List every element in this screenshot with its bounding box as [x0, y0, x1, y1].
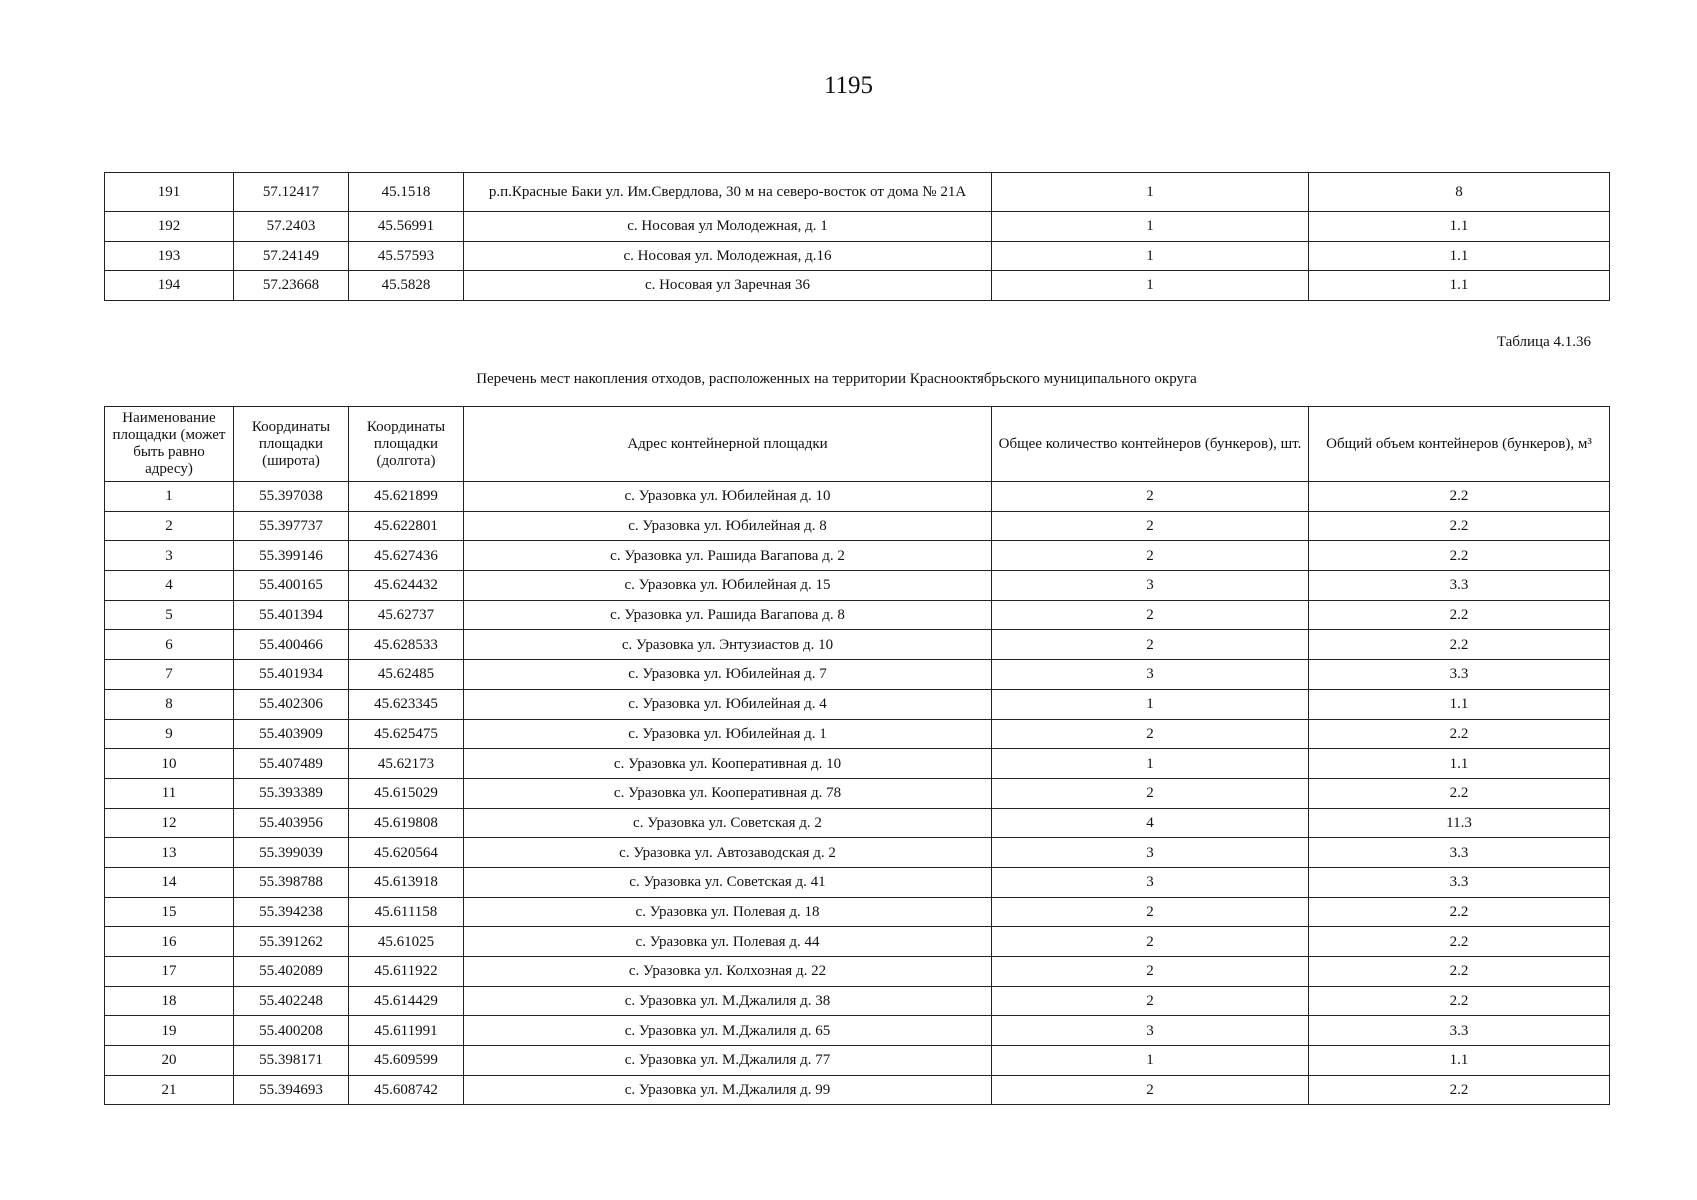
cell-site-number: 21 — [105, 1075, 234, 1105]
table-row — [105, 986, 1610, 1016]
table-row — [105, 897, 1610, 927]
cell-site-number: 1 — [105, 482, 234, 512]
header-longitude: Координаты площадки (долгота) — [349, 407, 464, 482]
cell-container-count: 1 — [992, 689, 1309, 719]
table-row — [105, 808, 1610, 838]
cell-container-volume: 2.2 — [1309, 927, 1610, 957]
table-row — [105, 271, 1610, 301]
page-number: 1195 — [823, 72, 874, 99]
cell-latitude: 55.391262 — [234, 927, 349, 957]
cell-longitude: 45.624432 — [349, 571, 464, 601]
cell-container-volume: 2.2 — [1309, 1075, 1610, 1105]
table-number-label: Таблица 4.1.36 — [1496, 334, 1591, 350]
header-container-volume: Общий объем контейнеров (бункеров), м³ — [1309, 407, 1610, 482]
cell-container-count: 2 — [992, 630, 1309, 660]
table-row — [105, 1075, 1610, 1105]
cell-container-count: 2 — [992, 927, 1309, 957]
header-latitude: Координаты площадки (широта) — [234, 407, 349, 482]
cell-container-count: 2 — [992, 600, 1309, 630]
cell-container-volume: 3.3 — [1309, 1016, 1610, 1046]
cell-address: с. Уразовка ул. Кооперативная д. 78 — [464, 778, 992, 808]
table-caption: Перечень мест накопления отходов, расположенных на территории Краснооктябрьского муниципального округа — [476, 371, 1197, 387]
cell-site-number: 3 — [105, 541, 234, 571]
cell-longitude: 45.1518 — [349, 173, 464, 212]
cell-container-volume: 1.1 — [1309, 749, 1610, 779]
cell-latitude: 55.402248 — [234, 986, 349, 1016]
cell-site-number: 15 — [105, 897, 234, 927]
cell-longitude: 45.619808 — [349, 808, 464, 838]
cell-container-volume: 2.2 — [1309, 719, 1610, 749]
table-row — [105, 1046, 1610, 1076]
cell-site-number: 194 — [105, 271, 234, 301]
cell-latitude: 57.23668 — [234, 271, 349, 301]
cell-longitude: 45.62737 — [349, 600, 464, 630]
table-row — [105, 719, 1610, 749]
cell-address: с. Носовая ул Молодежная, д. 1 — [464, 212, 992, 242]
table-row — [105, 173, 1610, 212]
cell-site-number: 16 — [105, 927, 234, 957]
table-row — [105, 778, 1610, 808]
cell-container-volume: 3.3 — [1309, 571, 1610, 601]
cell-longitude: 45.61025 — [349, 927, 464, 957]
cell-address: с. Уразовка ул. Рашида Вагапова д. 2 — [464, 541, 992, 571]
cell-container-volume: 1.1 — [1309, 241, 1610, 271]
cell-container-count: 2 — [992, 541, 1309, 571]
cell-address: с. Уразовка ул. Полевая д. 44 — [464, 927, 992, 957]
cell-latitude: 55.394693 — [234, 1075, 349, 1105]
cell-container-volume: 3.3 — [1309, 838, 1610, 868]
cell-address: с. Носовая ул. Молодежная, д.16 — [464, 241, 992, 271]
cell-container-count: 4 — [992, 808, 1309, 838]
cell-site-number: 19 — [105, 1016, 234, 1046]
cell-site-number: 7 — [105, 660, 234, 690]
cell-address: с. Уразовка ул. Советская д. 41 — [464, 867, 992, 897]
cell-longitude: 45.56991 — [349, 212, 464, 242]
table-row — [105, 511, 1610, 541]
cell-address: с. Уразовка ул. М.Джалиля д. 38 — [464, 986, 992, 1016]
table-row — [105, 689, 1610, 719]
cell-container-count: 2 — [992, 986, 1309, 1016]
table-row — [105, 600, 1610, 630]
cell-address: с. Уразовка ул. Юбилейная д. 15 — [464, 571, 992, 601]
cell-latitude: 55.398788 — [234, 867, 349, 897]
cell-latitude: 55.393389 — [234, 778, 349, 808]
table-row — [105, 927, 1610, 957]
cell-address: с. Уразовка ул. М.Джалиля д. 65 — [464, 1016, 992, 1046]
cell-address: с. Уразовка ул. М.Джалиля д. 99 — [464, 1075, 992, 1105]
cell-latitude: 55.398171 — [234, 1046, 349, 1076]
cell-longitude: 45.611991 — [349, 1016, 464, 1046]
cell-container-volume: 2.2 — [1309, 541, 1610, 571]
cell-address: с. Уразовка ул. Полевая д. 18 — [464, 897, 992, 927]
cell-container-count: 3 — [992, 1016, 1309, 1046]
cell-site-number: 4 — [105, 571, 234, 601]
cell-address: с. Уразовка ул. Энтузиастов д. 10 — [464, 630, 992, 660]
cell-latitude: 55.400165 — [234, 571, 349, 601]
cell-longitude: 45.613918 — [349, 867, 464, 897]
cell-container-count: 1 — [992, 1046, 1309, 1076]
cell-site-number: 11 — [105, 778, 234, 808]
cell-container-volume: 2.2 — [1309, 511, 1610, 541]
cell-container-count: 1 — [992, 749, 1309, 779]
cell-site-number: 13 — [105, 838, 234, 868]
cell-site-number: 191 — [105, 173, 234, 212]
cell-address: с. Уразовка ул. Юбилейная д. 8 — [464, 511, 992, 541]
cell-longitude: 45.57593 — [349, 241, 464, 271]
cell-site-number: 8 — [105, 689, 234, 719]
cell-container-volume: 1.1 — [1309, 212, 1610, 242]
cell-longitude: 45.628533 — [349, 630, 464, 660]
cell-latitude: 55.402089 — [234, 957, 349, 987]
cell-address: с. Уразовка ул. Рашида Вагапова д. 8 — [464, 600, 992, 630]
cell-latitude: 55.397038 — [234, 482, 349, 512]
cell-latitude: 55.399146 — [234, 541, 349, 571]
cell-site-number: 17 — [105, 957, 234, 987]
cell-longitude: 45.608742 — [349, 1075, 464, 1105]
cell-site-number: 10 — [105, 749, 234, 779]
cell-container-volume: 2.2 — [1309, 897, 1610, 927]
cell-container-count: 1 — [992, 212, 1309, 242]
table-row — [105, 212, 1610, 242]
table-row — [105, 630, 1610, 660]
header-container-count: Общее количество контейнеров (бункеров), шт. — [992, 407, 1309, 482]
cell-site-number: 18 — [105, 986, 234, 1016]
continued-waste-sites-table — [104, 172, 1610, 301]
cell-longitude: 45.623345 — [349, 689, 464, 719]
cell-container-count: 2 — [992, 511, 1309, 541]
cell-site-number: 20 — [105, 1046, 234, 1076]
cell-container-volume: 1.1 — [1309, 689, 1610, 719]
cell-container-volume: 11.3 — [1309, 808, 1610, 838]
cell-site-number: 14 — [105, 867, 234, 897]
cell-address: с. Уразовка ул. Юбилейная д. 7 — [464, 660, 992, 690]
cell-address: с. Носовая ул Заречная 36 — [464, 271, 992, 301]
cell-address: с. Уразовка ул. Юбилейная д. 10 — [464, 482, 992, 512]
cell-latitude: 55.401394 — [234, 600, 349, 630]
cell-latitude: 55.403909 — [234, 719, 349, 749]
cell-latitude: 55.402306 — [234, 689, 349, 719]
table-header-row — [105, 407, 1610, 482]
cell-container-volume: 2.2 — [1309, 600, 1610, 630]
cell-container-count: 3 — [992, 660, 1309, 690]
cell-latitude: 55.399039 — [234, 838, 349, 868]
cell-address: с. Уразовка ул. Юбилейная д. 1 — [464, 719, 992, 749]
cell-longitude: 45.611158 — [349, 897, 464, 927]
cell-site-number: 192 — [105, 212, 234, 242]
cell-address: с. Уразовка ул. Кооперативная д. 10 — [464, 749, 992, 779]
table-row — [105, 749, 1610, 779]
cell-site-number: 9 — [105, 719, 234, 749]
table-row — [105, 1016, 1610, 1046]
cell-container-count: 3 — [992, 838, 1309, 868]
cell-container-count: 1 — [992, 241, 1309, 271]
cell-container-count: 3 — [992, 867, 1309, 897]
cell-latitude: 55.397737 — [234, 511, 349, 541]
cell-container-volume: 1.1 — [1309, 271, 1610, 301]
cell-longitude: 45.609599 — [349, 1046, 464, 1076]
cell-latitude: 55.400208 — [234, 1016, 349, 1046]
cell-container-count: 1 — [992, 173, 1309, 212]
cell-container-volume: 2.2 — [1309, 986, 1610, 1016]
cell-longitude: 45.620564 — [349, 838, 464, 868]
table-row — [105, 482, 1610, 512]
cell-container-volume: 8 — [1309, 173, 1610, 212]
table-row — [105, 571, 1610, 601]
cell-latitude: 57.2403 — [234, 212, 349, 242]
cell-longitude: 45.5828 — [349, 271, 464, 301]
cell-container-count: 1 — [992, 271, 1309, 301]
cell-address: с. Уразовка ул. Советская д. 2 — [464, 808, 992, 838]
cell-latitude: 55.407489 — [234, 749, 349, 779]
cell-container-count: 3 — [992, 571, 1309, 601]
cell-container-volume: 2.2 — [1309, 957, 1610, 987]
cell-container-count: 2 — [992, 957, 1309, 987]
cell-container-volume: 3.3 — [1309, 660, 1610, 690]
cell-site-number: 12 — [105, 808, 234, 838]
header-site-name: Наименование площадки (может быть равно адресу) — [105, 407, 234, 482]
cell-address: с. Уразовка ул. М.Джалиля д. 77 — [464, 1046, 992, 1076]
cell-longitude: 45.614429 — [349, 986, 464, 1016]
cell-container-count: 2 — [992, 778, 1309, 808]
cell-container-count: 2 — [992, 719, 1309, 749]
cell-site-number: 5 — [105, 600, 234, 630]
cell-longitude: 45.615029 — [349, 778, 464, 808]
cell-latitude: 57.24149 — [234, 241, 349, 271]
cell-longitude: 45.627436 — [349, 541, 464, 571]
cell-latitude: 55.403956 — [234, 808, 349, 838]
cell-container-count: 2 — [992, 482, 1309, 512]
cell-address: с. Уразовка ул. Колхозная д. 22 — [464, 957, 992, 987]
cell-container-volume: 2.2 — [1309, 482, 1610, 512]
cell-address: с. Уразовка ул. Юбилейная д. 4 — [464, 689, 992, 719]
cell-latitude: 55.394238 — [234, 897, 349, 927]
cell-container-volume: 3.3 — [1309, 867, 1610, 897]
cell-container-count: 2 — [992, 897, 1309, 927]
cell-latitude: 55.401934 — [234, 660, 349, 690]
cell-address: с. Уразовка ул. Автозаводская д. 2 — [464, 838, 992, 868]
cell-address: р.п.Красные Баки ул. Им.Свердлова, 30 м на северо-восток от дома № 21А — [464, 173, 992, 212]
cell-container-volume: 2.2 — [1309, 630, 1610, 660]
cell-longitude: 45.621899 — [349, 482, 464, 512]
table-row — [105, 660, 1610, 690]
cell-longitude: 45.611922 — [349, 957, 464, 987]
table-row — [105, 838, 1610, 868]
cell-latitude: 57.12417 — [234, 173, 349, 212]
cell-longitude: 45.625475 — [349, 719, 464, 749]
table-row — [105, 241, 1610, 271]
cell-longitude: 45.622801 — [349, 511, 464, 541]
cell-latitude: 55.400466 — [234, 630, 349, 660]
waste-sites-table — [104, 406, 1610, 1105]
cell-site-number: 2 — [105, 511, 234, 541]
cell-longitude: 45.62173 — [349, 749, 464, 779]
cell-container-count: 2 — [992, 1075, 1309, 1105]
cell-site-number: 193 — [105, 241, 234, 271]
table-row — [105, 867, 1610, 897]
cell-container-volume: 1.1 — [1309, 1046, 1610, 1076]
header-address: Адрес контейнерной площадки — [464, 407, 992, 482]
cell-longitude: 45.62485 — [349, 660, 464, 690]
table-row — [105, 957, 1610, 987]
cell-container-volume: 2.2 — [1309, 778, 1610, 808]
table-row — [105, 541, 1610, 571]
cell-site-number: 6 — [105, 630, 234, 660]
